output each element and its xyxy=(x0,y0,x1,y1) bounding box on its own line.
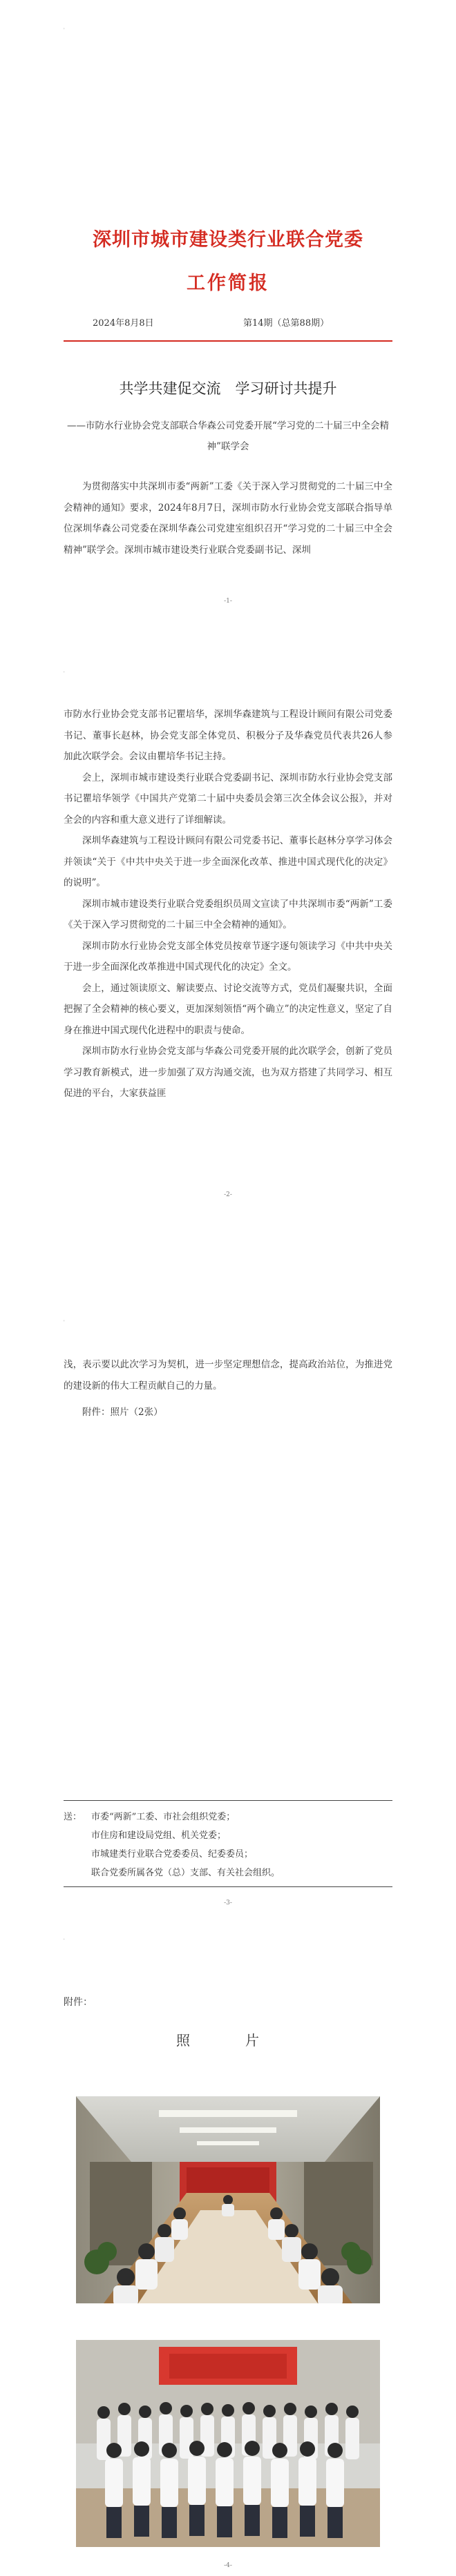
page-mark: ' xyxy=(64,671,65,676)
distribution-line: 市委“两新”工委、市社会组织党委； xyxy=(91,1812,236,1822)
annex-label: 附件： xyxy=(64,1997,93,2008)
article-body-p3 xyxy=(64,1354,392,1423)
group-photo xyxy=(76,2340,380,2547)
page-number: -2- xyxy=(224,1191,232,1198)
page-1 xyxy=(0,0,456,642)
page-2 xyxy=(0,642,456,1284)
paragraph: 会上，深圳市城市建设类行业联合党委副书记、深圳市防水行业协会党支部书记瞿培华领学《中国共产党第二十届中央委员会第三次全体会议公报》，并对全会的内容和重大意义进行了详细解读。 xyxy=(64,772,392,826)
paragraph: 深圳市防水行业协会党支部全体党员按章节逐字逐句领读学习《中共中央关于进一步全面深化改革推进中国式现代化的决定》全文。 xyxy=(64,940,392,973)
meeting-photo xyxy=(76,2096,380,2303)
page-mark: ' xyxy=(64,1320,65,1325)
page-mark: ' xyxy=(64,1938,65,1943)
header-divider xyxy=(64,340,392,342)
article-subtitle: ——市防水行业协会党支部联合华森公司党委开展“学习党的二十届三中全会精神”联学会 xyxy=(67,420,389,452)
issue-number: 第14期（总第88期） xyxy=(243,318,330,329)
issue-date: 2024年8月8日 xyxy=(93,318,154,329)
brief-title: 工作简报 xyxy=(187,273,269,294)
article-body-p1 xyxy=(64,476,392,560)
paragraph: 深圳市城市建设类行业联合党委组织员周文宣读了中共深圳市委“两新”工委《关于深入学习贯彻党的二十届三中全会精神的通知》。 xyxy=(64,898,392,930)
paragraph: 深圳华森建筑与工程设计顾问有限公司党委书记、董事长赵林分享学习体会并领读“关于《中共中央关于进一步全面深化改革、推进中国式现代化的决定》的说明”。 xyxy=(64,835,392,888)
page-number: -3- xyxy=(224,1900,232,1906)
page-mark: ' xyxy=(64,28,65,32)
distribution-line: 市住房和建设局党组、机关党委； xyxy=(91,1831,227,1841)
paragraph: 为贯彻落实中共深圳市委“两新”工委《关于深入学习贯彻党的二十届三中全会精神的通知》要求，2024年8月7日，深圳市防水行业协会党支部联合指导单位深圳华森公司党委在深圳华森公司党建室组织召开“学习党的二十届三中全会精神”联学会。深圳市城市建设类行业联合党委副书记、深圳 xyxy=(64,481,392,556)
photo-heading: 照 片 xyxy=(176,2032,280,2049)
paragraph: 深圳市防水行业协会党支部与华森公司党委开展的此次联学会，创新了党员学习教育新模式，进一步加强了双方沟通交流，也为双方搭建了共同学习、相互促进的平台，大家获益匪 xyxy=(64,1046,392,1099)
paragraph: 市防水行业协会党支部书记瞿培华，深圳华森建筑与工程设计顾问有限公司党委书记、董事长赵林，协会党支部全体党员、积极分子及华森党员代表共26人参加此次联学会。会议由瞿培华书记主持。 xyxy=(64,709,392,762)
distribution-line: 联合党委所属各党（总）支部、有关社会组织。 xyxy=(91,1868,281,1878)
page-number: -1- xyxy=(224,598,232,605)
org-title: 深圳市城市建设类行业联合党委 xyxy=(93,229,363,251)
article-title: 共学共建促交流 学习研讨共提升 xyxy=(119,380,337,397)
distribution-line: 市城建类行业联合党委委员、纪委委员； xyxy=(91,1849,254,1860)
distribution-label: 送： xyxy=(64,1812,82,1822)
article-body-p2 xyxy=(64,704,392,1104)
paragraph: 浅，表示要以此次学习为契机，进一步坚定理想信念，提高政治站位，为推进党的建设新的伟大工程贡献自己的力量。 xyxy=(64,1359,392,1392)
attachment-line: 附件：照片（2张） xyxy=(82,1407,163,1418)
distribution-list xyxy=(64,1800,392,1887)
paragraph: 会上，通过领读原文、解读要点、讨论交流等方式，党员们凝聚共识，全面把握了全会精神的核心要义，更加深刻领悟“两个确立”的决定性意义，坚定了自身在推进中国式现代化进程中的职责与使命。 xyxy=(64,982,392,1036)
page-number: -4- xyxy=(224,2562,232,2569)
